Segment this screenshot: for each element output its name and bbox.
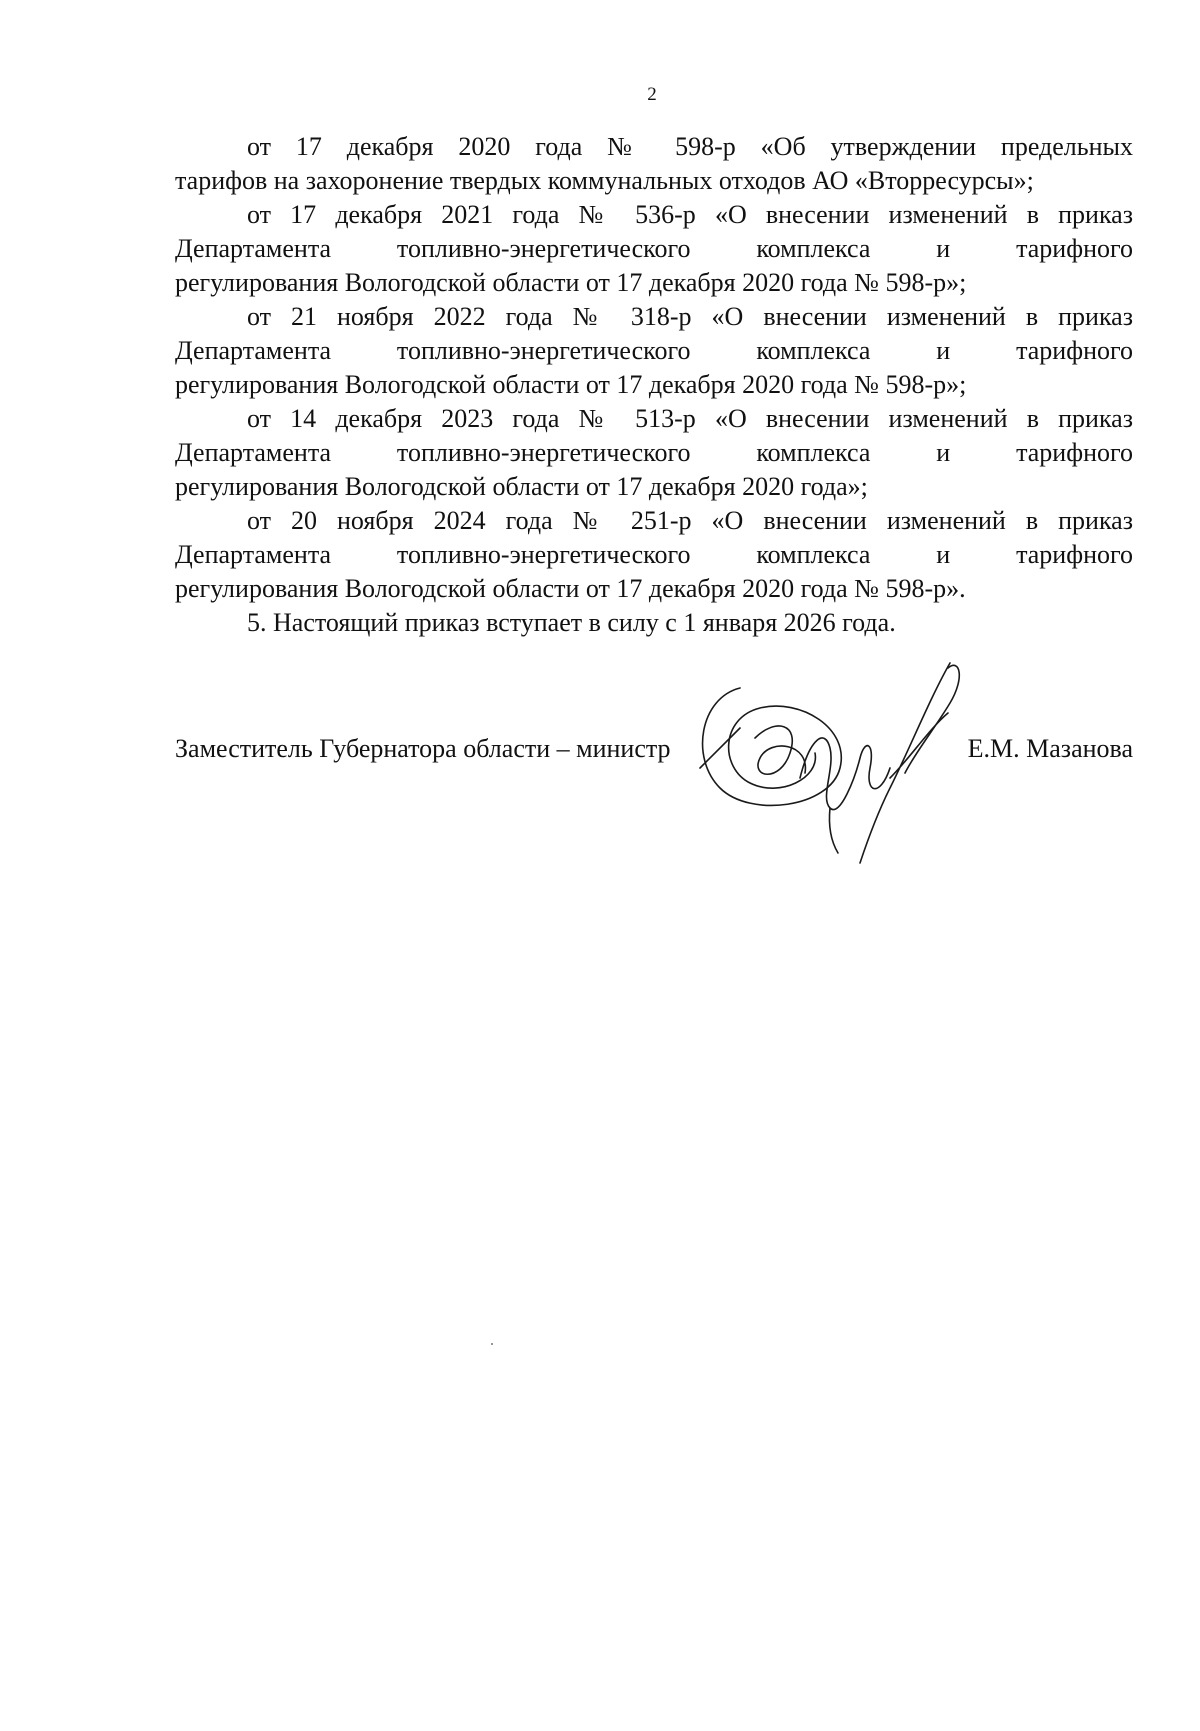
paragraph-line: от 17 декабря 2020 года № 598-р «Об утверждении предельных xyxy=(247,132,1133,161)
paragraph-line: Департамента топливно-энергетического комплекса и тарифного xyxy=(175,336,1133,365)
paragraph-5 xyxy=(175,504,1133,606)
paragraph-line: от 21 ноября 2022 года № 318-р «О внесении изменений в приказ xyxy=(247,302,1133,331)
signatory-position: Заместитель Губернатора области – министр xyxy=(175,734,671,763)
paragraph-line: от 17 декабря 2021 года № 536-р «О внесении изменений в приказ xyxy=(247,200,1133,229)
paragraph-6 xyxy=(175,606,1133,640)
scan-speck xyxy=(491,1343,493,1345)
paragraph-4 xyxy=(175,402,1133,504)
paragraph-line: Департамента топливно-энергетического комплекса и тарифного xyxy=(175,540,1133,569)
handwritten-signature xyxy=(680,658,1010,868)
paragraph-line: регулирования Вологодской области от 17 декабря 2020 года»; xyxy=(175,472,868,501)
paragraph-line: от 14 декабря 2023 года № 513-р «О внесении изменений в приказ xyxy=(247,404,1133,433)
document-body xyxy=(175,130,1133,640)
paragraph-2 xyxy=(175,198,1133,300)
page-number: 2 xyxy=(647,84,657,105)
paragraph-line: регулирования Вологодской области от 17 декабря 2020 года № 598-р»; xyxy=(175,370,967,399)
signatory-name: Е.М. Мазанова xyxy=(967,734,1133,763)
paragraph-line: регулирования Вологодской области от 17 декабря 2020 года № 598-р»; xyxy=(175,268,967,297)
paragraph-line: тарифов на захоронение твердых коммунальных отходов АО «Вторресурсы»; xyxy=(175,166,1034,195)
paragraph-1 xyxy=(175,130,1133,198)
paragraph-line: от 20 ноября 2024 года № 251-р «О внесении изменений в приказ xyxy=(247,506,1133,535)
paragraph-3 xyxy=(175,300,1133,402)
paragraph-line: регулирования Вологодской области от 17 декабря 2020 года № 598-р». xyxy=(175,574,966,603)
paragraph-line: Департамента топливно-энергетического комплекса и тарифного xyxy=(175,234,1133,263)
paragraph-line: 5. Настоящий приказ вступает в силу с 1 января 2026 года. xyxy=(247,608,896,637)
paragraph-line: Департамента топливно-энергетического комплекса и тарифного xyxy=(175,438,1133,467)
